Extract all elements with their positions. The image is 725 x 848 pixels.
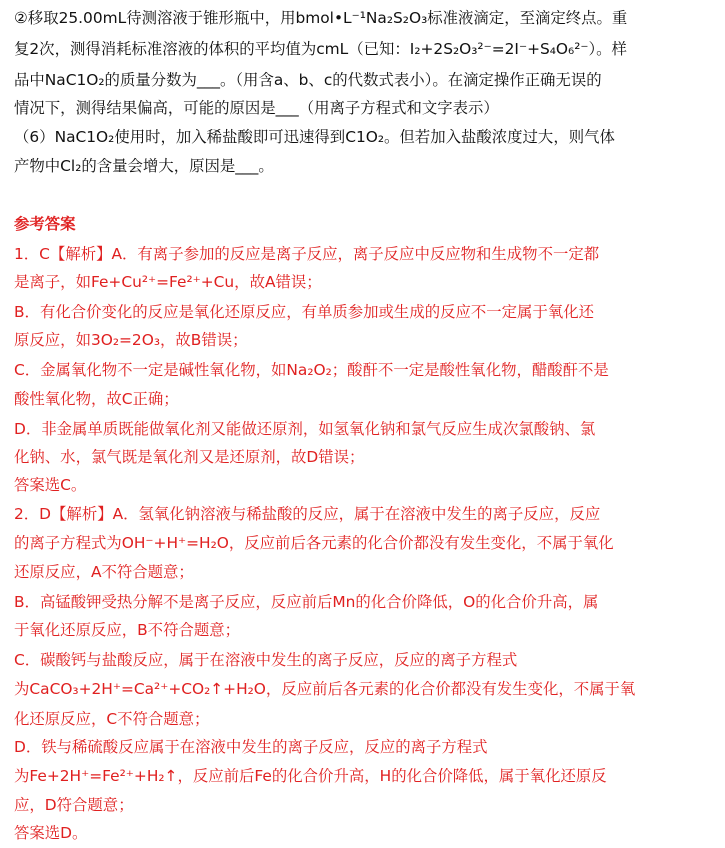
answer-line: 1．C【解析】A．有离子参加的反应是离子反应，离子反应中反应物和生成物不一定都 xyxy=(14,245,600,263)
answer-line: 于氧化还原反应，B不符合题意； xyxy=(14,621,241,639)
answer-line: 答案选C。 xyxy=(14,476,87,494)
question-line: 复2次，测得消耗标准溶液的体积的平均值为cmL（已知：I₂+2S₂O₃²⁻=2I⁻+S₄O₆²⁻）。样 xyxy=(14,40,627,58)
question-line: 品中NaC1O₂的质量分数为___。（用含a、b、c的代数式表小）。在滴定操作正确无误的 xyxy=(14,71,602,89)
question-line: 情况下，测得结果偏高，可能的原因是___（用离子方程式和文字表示） xyxy=(14,99,499,117)
answer-line: 为CaCO₃+2H⁺=Ca²⁺+CO₂↑+H₂O，反应前后各元素的化合价都没有发生变化，不属于氧 xyxy=(14,680,636,698)
answer-line: 的离子方程式为OH⁻+H⁺=H₂O，反应前后各元素的化合价都没有发生变化，不属于氧化 xyxy=(14,534,614,552)
question-line: 产物中Cl₂的含量会增大，原因是___。 xyxy=(14,157,274,175)
answer-line: D．铁与稀硫酸反应属于在溶液中发生的离子反应，反应的离子方程式 xyxy=(14,738,488,756)
question-line: ②移取25.00mL待测溶液于锥形瓶中，用bmol•L⁻¹Na₂S₂O₃标准液滴定，至滴定终点。重 xyxy=(14,9,628,27)
answer-line: 为Fe+2H⁺=Fe²⁺+H₂↑，反应前后Fe的化合价升高，H的化合价降低，属于氧化还原反 xyxy=(14,767,607,785)
answer-line: 答案选D。 xyxy=(14,824,88,842)
answer-line: B．高锰酸钾受热分解不是离子反应，反应前后Mn的化合价降低，O的化合价升高，属 xyxy=(14,593,599,611)
answer-line: 化还原反应，C不符合题意； xyxy=(14,710,210,728)
answer-line: 应，D符合题意； xyxy=(14,796,134,814)
answer-line: 原反应，如3O₂=2O₃，故B错误； xyxy=(14,331,248,349)
answer-line: 是离子，如Fe+Cu²⁺=Fe²⁺+Cu，故A错误； xyxy=(14,273,322,291)
answer-line: 化钠、水，氯气既是氧化剂又是还原剂，故D错误； xyxy=(14,448,365,466)
answer-line: 2．D【解析】A．氢氧化钠溶液与稀盐酸的反应，属于在溶液中发生的离子反应，反应 xyxy=(14,505,601,523)
answer-line: 还原反应，A不符合题意； xyxy=(14,563,194,581)
answer-line: B．有化合价变化的反应是氧化还原反应，有单质参加或生成的反应不一定属于氧化还 xyxy=(14,303,595,321)
answer-line: 酸性氧化物，故C正确； xyxy=(14,390,179,408)
question-line: （6）NaC1O₂使用时，加入稀盐酸即可迅速得到C1O₂。但若加入盐酸浓度过大，则气体 xyxy=(14,128,615,146)
answer-line: D．非金属单质既能做氧化剂又能做还原剂，如氢氧化钠和氯气反应生成次氯酸钠、氯 xyxy=(14,420,596,438)
answer-line: C．碳酸钙与盐酸反应，属于在溶液中发生的离子反应，反应的离子方程式 xyxy=(14,651,518,669)
answer-line: C．金属氧化物不一定是碱性氧化物，如Na₂O₂；酸酐不一定是酸性氧化物，醋酸酐不是 xyxy=(14,361,609,379)
answer-heading: 参考答案 xyxy=(14,215,76,233)
